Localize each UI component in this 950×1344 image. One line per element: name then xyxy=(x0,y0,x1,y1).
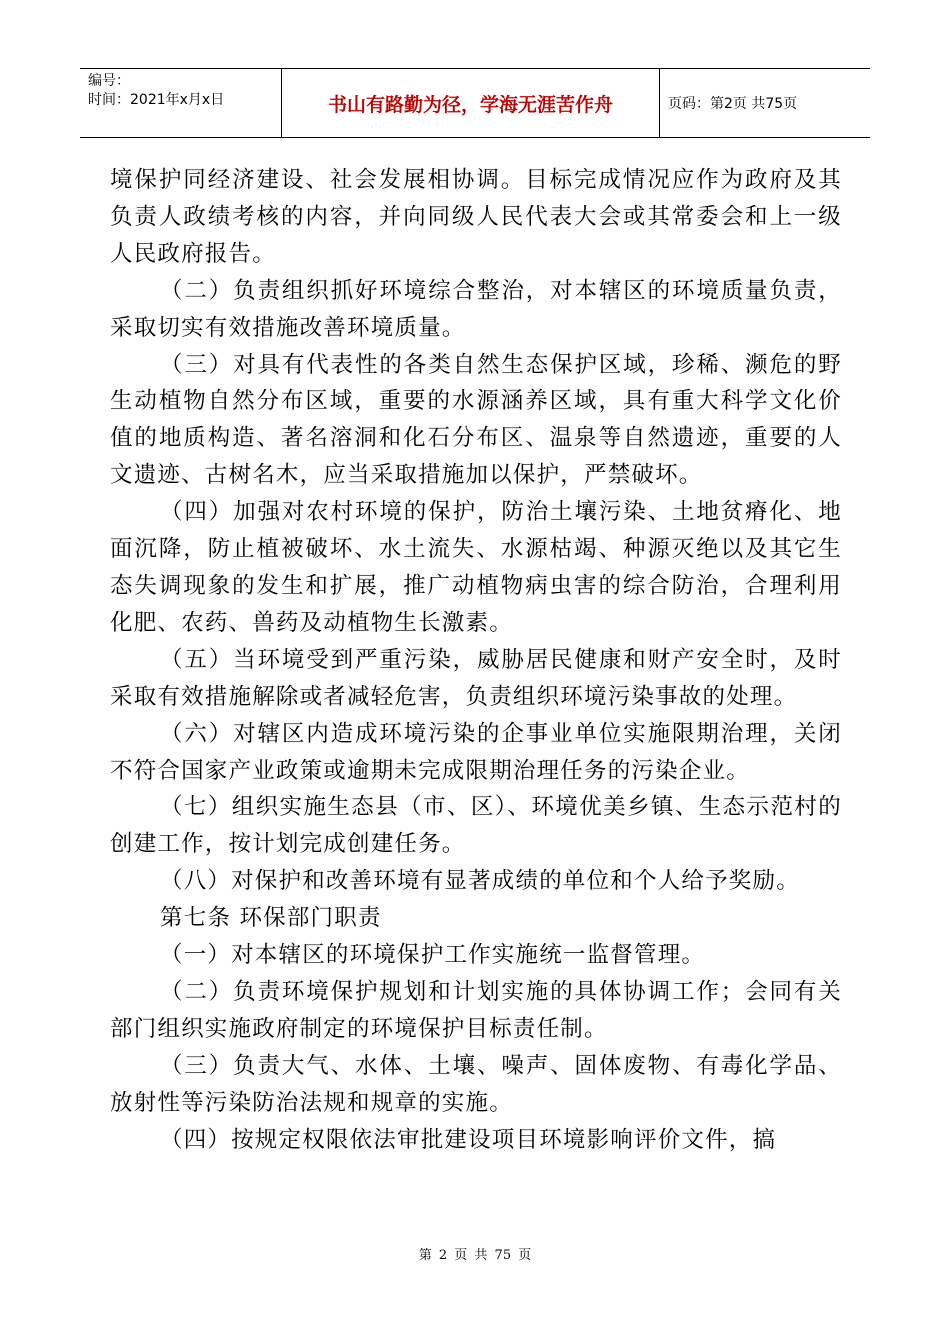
paragraph: 境保护同经济建设、社会发展相协调。目标完成情况应作为政府及其负责人政绩考核的内容，并向同级人民代表大会或其常委会和上一级人民政府报告。 xyxy=(110,167,842,267)
paragraph: （三）负责大气、水体、土壤、噪声、固体废物、有毒化学品、放射性等污染防治法规和规章的实施。 xyxy=(110,1052,842,1116)
number-label: 编号： xyxy=(88,73,130,89)
paragraph: （七）组织实施生态县（市、区）、环境优美乡镇、生态示范村的创建工作，按计划完成创建任务。 xyxy=(110,794,842,858)
paragraph: （二）负责环境保护规划和计划实施的具体协调工作；会同有关部门组织实施政府制定的环境保护目标责任制。 xyxy=(110,978,842,1042)
paragraph: （四）按规定权限依法审批建设项目环境影响评价文件，搞 xyxy=(160,1126,777,1153)
paragraph: （四）加强对农村环境的保护，防治土壤污染、土地贫瘠化、地面沉降，防止植被破坏、水土流失、水源枯竭、种源灭绝以及其它生态失调现象的发生和扩展，推广动植物病虫害的综合防治，合理利用化肥、农药、兽药及动植物生长激素。 xyxy=(110,499,842,636)
paragraph: （一）对本辖区的环境保护工作实施统一监督管理。 xyxy=(160,942,706,969)
time-label: 时间：2021年x月x日 xyxy=(88,92,225,108)
paragraph: （五）当环境受到严重污染，威胁居民健康和财产安全时，及时采取有效措施解除或者减轻危害，负责组织环境污染事故的处理。 xyxy=(110,646,842,710)
page-footer: 第 2 页 共 75 页 xyxy=(418,1248,532,1263)
document-body xyxy=(110,162,842,1158)
page-header xyxy=(80,68,870,138)
paragraph: （六）对辖区内造成环境污染的企事业单位实施限期治理，关闭不符合国家产业政策或逾期未完成限期治理任务的污染企业。 xyxy=(110,720,842,784)
header-meta xyxy=(80,69,282,137)
header-motto: 书山有路勤为径，学海无涯苦作舟 xyxy=(282,69,660,137)
paragraph: （八）对保护和改善环境有显著成绩的单位和个人给予奖励。 xyxy=(160,868,800,895)
article-heading: 第七条 环保部门职责 xyxy=(160,905,382,932)
paragraph: （三）对具有代表性的各类自然生态保护区域，珍稀、濒危的野生动植物自然分布区域，重要的水源涵养区域，具有重大科学文化价值的地质构造、著名溶洞和化石分布区、温泉等自然遗迹，重要的人文遗迹、古树名木，应当采取措施加以保护，严禁破坏。 xyxy=(110,351,842,489)
header-page-info: 页码：第2页 共75页 xyxy=(668,96,798,112)
paragraph: （二）负责组织抓好环境综合整治，对本辖区的环境质量负责，采取切实有效措施改善环境质量。 xyxy=(110,277,842,341)
